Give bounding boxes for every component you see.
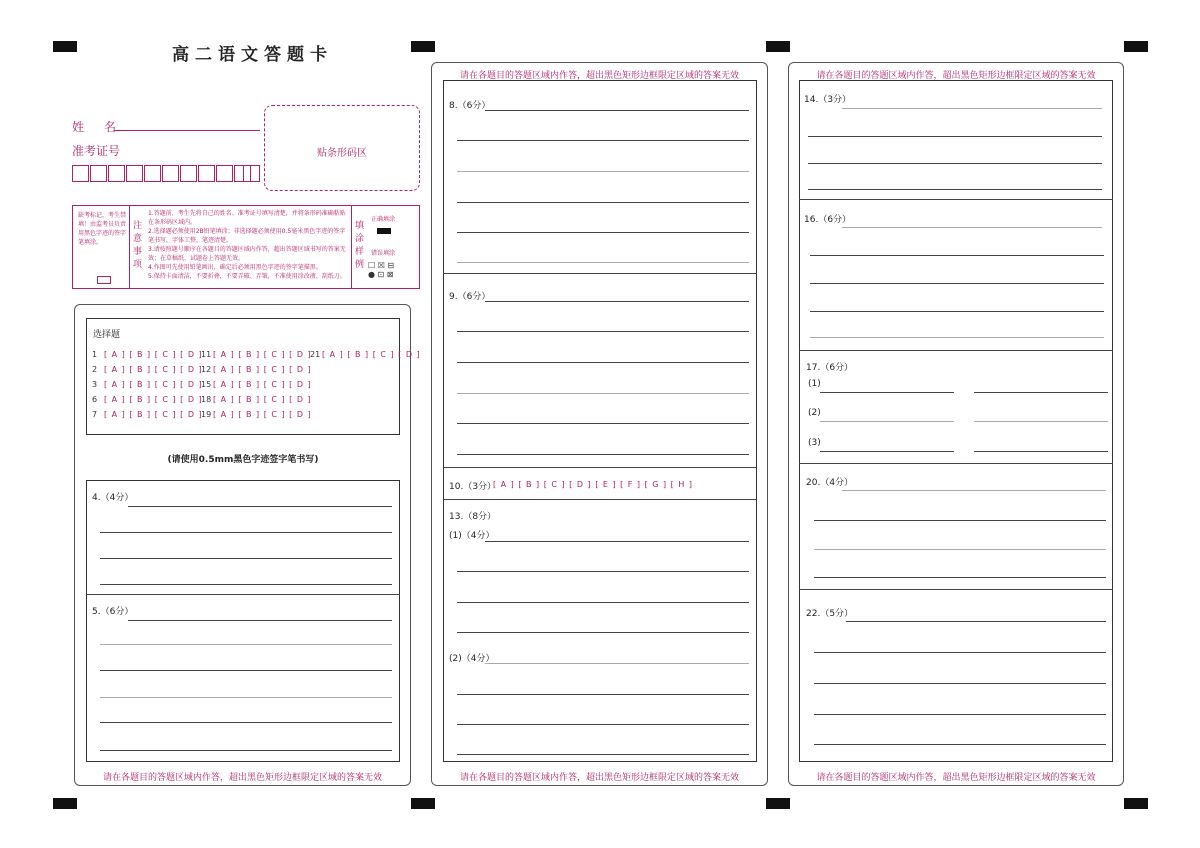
q9-answer-line[interactable] <box>457 362 749 363</box>
page-title: 高二语文答题卡 <box>172 45 333 65</box>
notice-heading: 注意事项 <box>133 221 143 270</box>
q9-answer-line[interactable] <box>457 454 749 455</box>
q8-answer-line[interactable] <box>457 140 749 141</box>
q13-answer-line[interactable] <box>485 541 749 542</box>
q8-label: 8.（6分） <box>449 101 491 111</box>
q4-answer-line[interactable] <box>100 558 392 559</box>
registration-mark <box>1124 41 1148 52</box>
footer-warning: 请在各题目的答题区域内作答，超出黑色矩形边框限定区域的答案无效 <box>102 773 382 783</box>
fill-correct-label: 正确填涂 <box>371 216 396 223</box>
q9-answer-line[interactable] <box>457 423 749 424</box>
q16-answer-line[interactable] <box>810 283 1104 284</box>
q5-answer-line[interactable] <box>100 644 392 645</box>
header-warning: 请在各题目的答题区域内作答，超出黑色矩形边框限定区域的答案无效 <box>459 71 739 81</box>
q17-answer-line[interactable] <box>974 392 1108 393</box>
mc-item[interactable]: 18 [ A ] [ B ] [ C ] [ D ] <box>201 395 312 404</box>
footer-warning: 请在各题目的答题区域内作答，超出黑色矩形边框限定区域的答案无效 <box>816 773 1096 783</box>
correct-fill-sample <box>377 228 391 234</box>
q4-label: 4.（4分） <box>92 493 134 503</box>
mc-title: 选择题 <box>93 330 121 340</box>
q10-label: 10.（3分） <box>449 482 497 492</box>
q4-answer-line[interactable] <box>100 584 392 585</box>
q13-answer-line[interactable] <box>457 571 749 572</box>
q17-answer-line[interactable] <box>820 421 954 422</box>
mc-item[interactable]: 21 [ A ] [ B ] [ C ] [ D ] <box>310 350 421 359</box>
q5-answer-line[interactable] <box>100 750 392 751</box>
q17-answer-line[interactable] <box>974 451 1108 452</box>
q9-label: 9.（6分） <box>449 292 491 302</box>
q17-answer-line[interactable] <box>820 451 954 452</box>
mc-item[interactable]: 2 [ A ] [ B ] [ C ] [ D ] <box>92 365 203 374</box>
q14-answer-line[interactable] <box>808 189 1102 190</box>
q14-answer-line[interactable] <box>808 136 1102 137</box>
q20-label: 20.（4分） <box>806 478 854 488</box>
registration-mark <box>411 798 435 809</box>
q17-answer-line[interactable] <box>820 392 954 393</box>
q4-q5-box <box>86 480 400 762</box>
q13-answer-line[interactable] <box>457 632 749 633</box>
q17-sub-label: (2) <box>808 408 821 418</box>
exam-id-label: 准考证号 <box>72 144 121 158</box>
q8-answer-line[interactable] <box>485 110 749 111</box>
q20-answer-line[interactable] <box>814 549 1106 550</box>
mc-item[interactable]: 3 [ A ] [ B ] [ C ] [ D ] <box>92 380 203 389</box>
q22-answer-line[interactable] <box>814 744 1106 745</box>
registration-mark <box>766 41 790 52</box>
q9-answer-line[interactable] <box>485 301 749 302</box>
q14-answer-line[interactable] <box>842 108 1102 109</box>
q16-answer-line[interactable] <box>810 255 1104 256</box>
q4-answer-line[interactable] <box>100 532 392 533</box>
q9-answer-line[interactable] <box>457 393 749 394</box>
q8-answer-line[interactable] <box>457 202 749 203</box>
registration-mark <box>1124 798 1148 809</box>
notice-box <box>72 205 420 289</box>
name-field[interactable] <box>114 130 260 131</box>
q8-answer-line[interactable] <box>457 171 749 172</box>
q17-sub-label: (1) <box>808 379 821 389</box>
q14-answer-line[interactable] <box>808 163 1102 164</box>
q13-answer-line[interactable] <box>457 602 749 603</box>
footer-warning: 请在各题目的答题区域内作答，超出黑色矩形边框限定区域的答案无效 <box>459 773 739 783</box>
absent-mark-box[interactable] <box>97 276 111 284</box>
registration-mark <box>53 41 77 52</box>
mc-item[interactable]: 12 [ A ] [ B ] [ C ] [ D ] <box>201 365 312 374</box>
mc-item[interactable]: 19 [ A ] [ B ] [ C ] [ D ] <box>201 410 312 419</box>
fill-wrong-label: 错误填涂 <box>371 250 396 257</box>
q13-1-label: (1)（4分） <box>449 531 495 541</box>
q16-answer-line[interactable] <box>810 311 1104 312</box>
mc-item[interactable]: 15 [ A ] [ B ] [ C ] [ D ] <box>201 380 312 389</box>
registration-mark <box>411 41 435 52</box>
q22-answer-line[interactable] <box>814 652 1106 653</box>
q8-answer-line[interactable] <box>457 262 749 263</box>
q20-answer-line[interactable] <box>842 490 1106 491</box>
pen-note: (请使用0.5mm黑色字迹签字笔书写) <box>167 455 319 465</box>
q14-label: 14.（3分） <box>804 95 852 105</box>
q20-answer-line[interactable] <box>814 520 1106 521</box>
mc-item[interactable]: 6 [ A ] [ B ] [ C ] [ D ] <box>92 395 203 404</box>
q17-answer-line[interactable] <box>974 421 1108 422</box>
q17-label: 17.（6分） <box>806 363 854 373</box>
q16-label: 16.（6分） <box>804 215 852 225</box>
header-warning: 请在各题目的答题区域内作答，超出黑色矩形边框限定区域的答案无效 <box>816 71 1096 81</box>
q22-label: 22.（5分） <box>806 609 854 619</box>
q5-answer-line[interactable] <box>128 620 392 621</box>
q22-answer-line[interactable] <box>814 714 1106 715</box>
q10-options[interactable]: [ A ] [ B ] [ C ] [ D ] [ E ] [ F ] [ G ] [ H ] <box>493 480 694 489</box>
absent-mark-text: 缺考标记，考生禁填！由监考员负责用黑色字迹的签字笔填涂。 <box>78 212 127 246</box>
q5-answer-line[interactable] <box>100 722 392 723</box>
q13-2-label: (2)（4分） <box>449 654 495 664</box>
mc-item[interactable]: 7 [ A ] [ B ] [ C ] [ D ] <box>92 410 203 419</box>
q13-label: 13.（8分） <box>449 512 497 522</box>
q13-answer-line[interactable] <box>485 663 749 664</box>
q13-answer-line[interactable] <box>457 724 749 725</box>
mc-item[interactable]: 11 [ A ] [ B ] [ C ] [ D ] <box>201 350 312 359</box>
notice-items: 1.答题前，考生先将自己的姓名、准考证号填写清楚，并将条形码准确粘贴在条形码区域内。 2.选择题必须使用2B铅笔填涂；非选择题必须使用0.5毫米黑色字迹的签字笔书写，字体工整，笔迹清楚。 3.请按照题号顺序在各题目的答题区域内作答，超出答题区域书写的答案无效；在草稿纸、试题卷上答题无效。 4.作图可先使用铅笔画出，确定后必须用黑色字迹的签字笔描黑。 5.保持卡面清洁，不要折叠，不要弄破、弄皱，不准使用涂改液、刮纸刀。 <box>148 210 346 280</box>
q22-answer-line[interactable] <box>814 683 1106 684</box>
name-label: 姓 名 <box>72 120 121 134</box>
barcode-label: 贴条形码区 <box>317 148 367 159</box>
registration-mark <box>53 798 77 809</box>
q4-answer-line[interactable] <box>128 506 392 507</box>
q20-answer-line[interactable] <box>814 577 1106 578</box>
q5-label: 5.（6分） <box>92 607 134 617</box>
q9-answer-line[interactable] <box>457 331 749 332</box>
q13-answer-line[interactable] <box>457 694 749 695</box>
q16-answer-line[interactable] <box>810 337 1104 338</box>
fill-example-heading: 填涂样例 <box>355 221 365 270</box>
q13-answer-line[interactable] <box>457 754 749 755</box>
q22-answer-line[interactable] <box>846 621 1106 622</box>
barcode-area <box>264 105 420 191</box>
q16-answer-line[interactable] <box>842 227 1102 228</box>
mc-item[interactable]: 1 [ A ] [ B ] [ C ] [ D ] <box>92 350 203 359</box>
wrong-fill-samples: ☐ ☒ ⊟ ● ⊡ ⊠ <box>368 261 395 279</box>
registration-mark <box>766 798 790 809</box>
q5-answer-line[interactable] <box>100 670 392 671</box>
q8-answer-line[interactable] <box>457 232 749 233</box>
q17-sub-label: (3) <box>808 438 821 448</box>
q5-answer-line[interactable] <box>100 697 392 698</box>
